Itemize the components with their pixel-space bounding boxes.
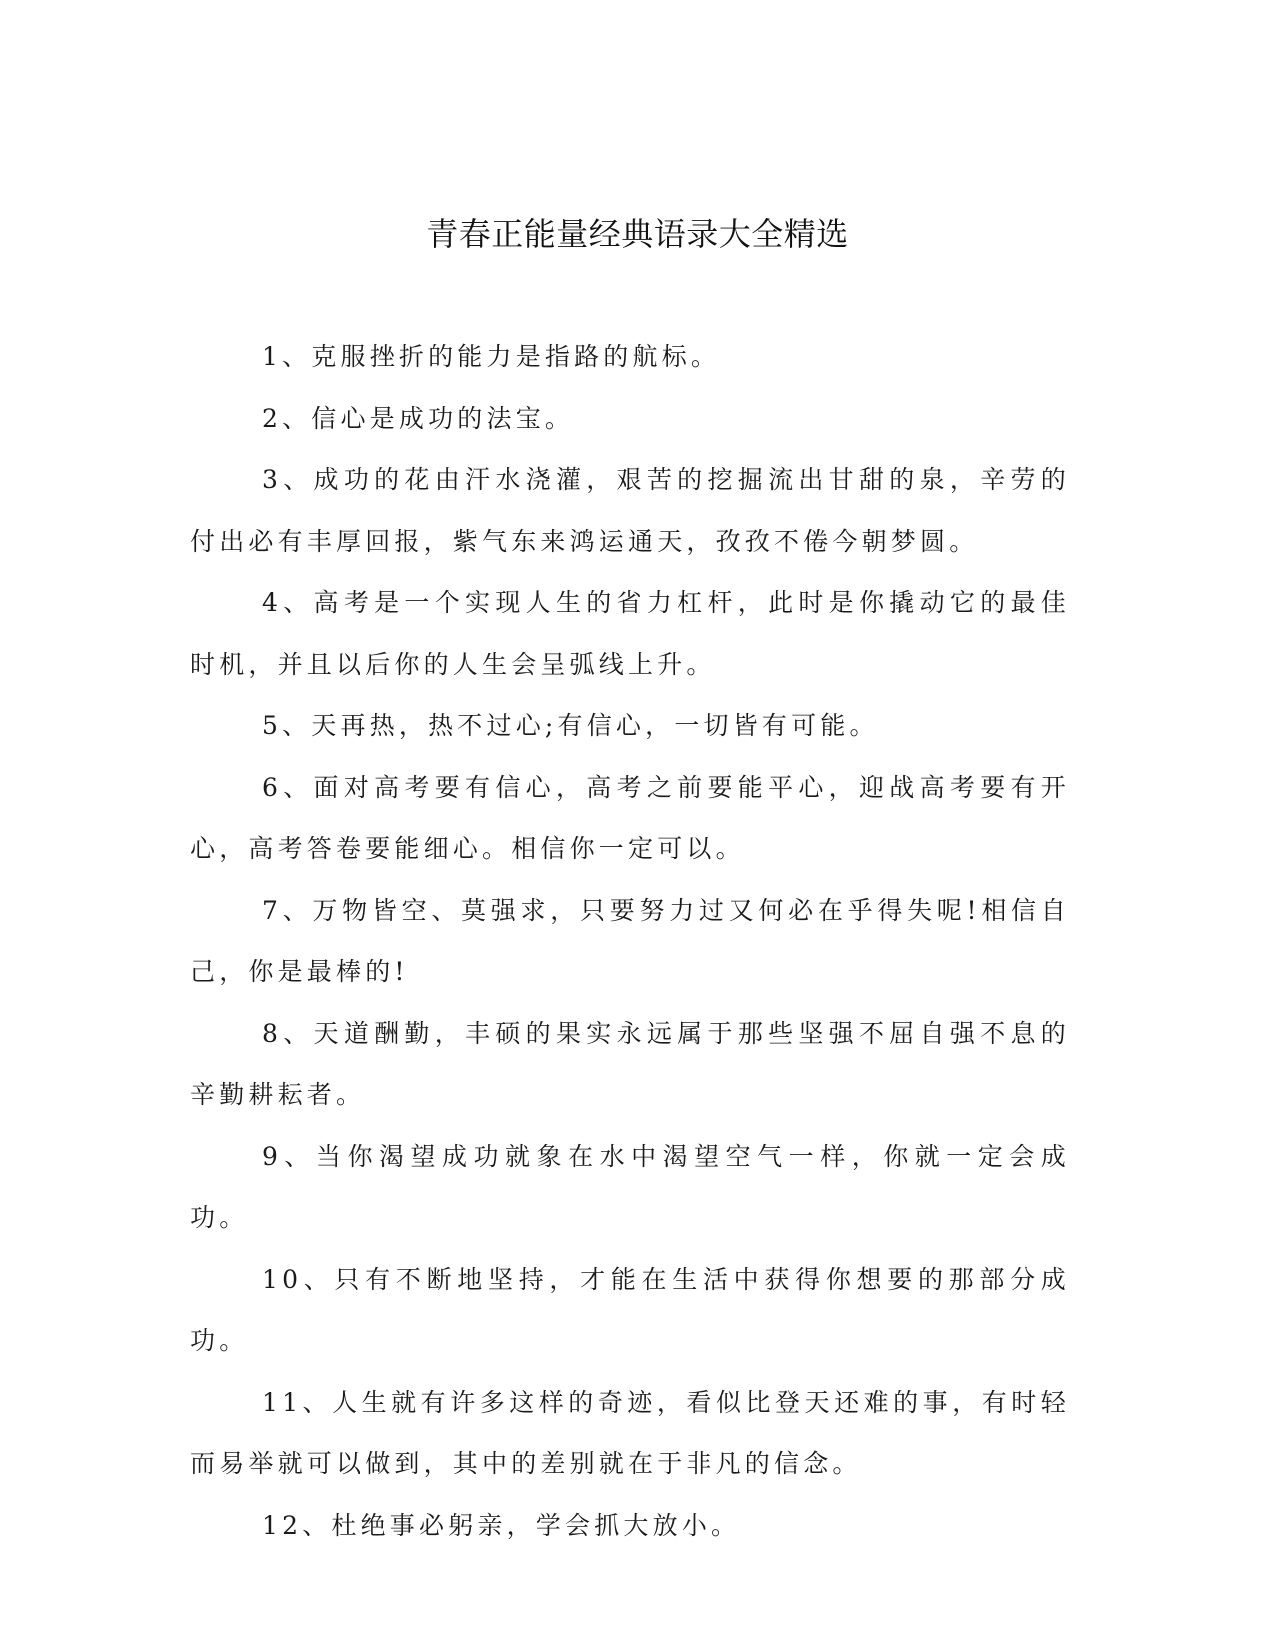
quote-item: 11、人生就有许多这样的奇迹，看似比登天还难的事，有时轻而易举就可以做到，其中的差别就在于非凡的信念。	[190, 1387, 1070, 1478]
quote-item: 2、信心是成功的法宝。	[262, 403, 575, 433]
document-title: 青春正能量经典语录大全精选	[426, 215, 849, 253]
quote-item: 9、当你渴望成功就象在水中渴望空气一样，你就一定会成功。	[190, 1141, 1070, 1232]
quote-item: 3、成功的花由汗水浇灌，艰苦的挖掘流出甘甜的泉，辛劳的付出必有丰厚回报，紫气东来鸿运通天，孜孜不倦今朝梦圆。	[190, 465, 1070, 556]
quote-item: 6、面对高考要有信心，高考之前要能平心，迎战高考要有开心，高考答卷要能细心。相信你一定可以。	[190, 772, 1070, 863]
quote-item: 8、天道酬勤，丰硕的果实永远属于那些坚强不屈自强不息的辛勤耕耘者。	[190, 1018, 1070, 1109]
quote-item: 7、万物皆空、莫强求，只要努力过又何必在乎得失呢!相信自己，你是最棒的!	[190, 895, 1070, 986]
quote-item: 12、杜绝事必躬亲，学会抓大放小。	[262, 1510, 741, 1540]
quote-item: 5、天再热，热不过心;有信心，一切皆有可能。	[262, 711, 879, 740]
quote-item: 10、只有不断地坚持，才能在生活中获得你想要的那部分成功。	[190, 1264, 1070, 1355]
quote-list	[190, 326, 1070, 1556]
quote-item: 4、高考是一个实现人生的省力杠杆，此时是你撬动它的最佳时机，并且以后你的人生会呈弧线上升。	[190, 588, 1070, 679]
quote-item: 1、克服挫折的能力是指路的航标。	[262, 342, 721, 371]
